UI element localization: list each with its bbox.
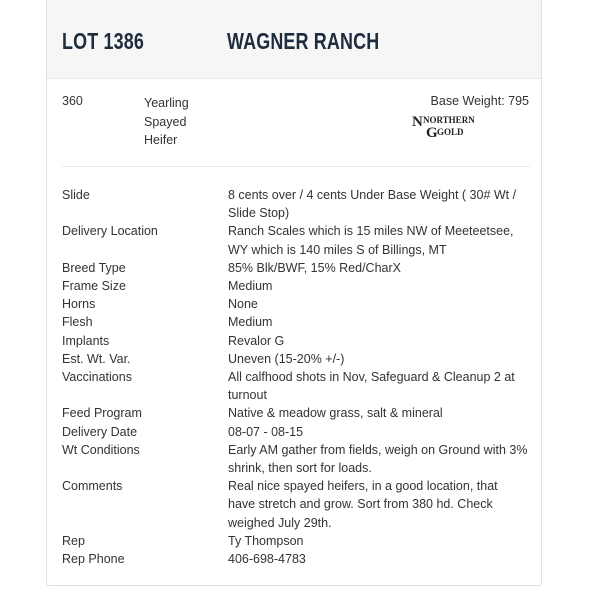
detail-row	[62, 277, 532, 295]
detail-label: Delivery Date	[62, 424, 138, 439]
lot-number: LOT 1386	[62, 28, 145, 54]
cattle-description	[144, 94, 189, 150]
detail-label: Feed Program	[62, 406, 142, 421]
detail-row	[62, 332, 532, 350]
detail-row	[62, 423, 532, 441]
detail-value: None	[228, 297, 258, 312]
base-weight: Base Weight: 795	[430, 94, 529, 108]
detail-label: Horns	[62, 297, 96, 312]
detail-label: Delivery Location	[62, 224, 158, 239]
description-line: Spayed	[144, 114, 187, 129]
ranch-name: WAGNER RANCH	[227, 28, 380, 54]
detail-label: Rep Phone	[62, 552, 125, 567]
detail-value: Ty Thompson	[228, 533, 304, 548]
detail-label: Vaccinations	[62, 370, 132, 385]
detail-value: Native & meadow grass, salt & mineral	[228, 406, 443, 421]
detail-row	[62, 259, 532, 277]
details-table	[62, 186, 532, 568]
detail-value: Uneven (15-20% +/-)	[228, 351, 345, 366]
description-line: Heifer	[144, 133, 178, 147]
detail-row	[62, 313, 532, 331]
detail-value: All calfhood shots in Nov, Safeguard & Cleanup 2 at turnout	[228, 370, 515, 403]
description-line: Yearling	[144, 96, 189, 110]
detail-label: Flesh	[62, 315, 93, 330]
detail-row	[62, 404, 532, 422]
detail-value: 8 cents over / 4 cents Under Base Weight ( 30# Wt / Slide Stop)	[228, 188, 517, 221]
detail-label: Slide	[62, 188, 90, 202]
logo-letter: N	[412, 114, 423, 130]
detail-value: Medium	[228, 279, 273, 294]
detail-value: Ranch Scales which is 15 miles NW of Meeteetsee, WY which is 140 miles S of Billings, MT	[228, 224, 514, 257]
detail-row	[62, 295, 532, 313]
detail-label: Comments	[62, 479, 123, 494]
head-count: 360	[62, 94, 83, 108]
detail-value: Real nice spayed heifers, in a good location, that have stretch and grow. Sort from 380 hd. Check weighed July 29th.	[228, 479, 498, 530]
detail-label: Wt Conditions	[62, 442, 140, 457]
detail-row	[62, 186, 532, 222]
detail-label: Rep	[62, 533, 85, 548]
detail-row	[62, 532, 532, 550]
detail-value: 406-698-4783	[228, 552, 306, 567]
logo-text-bottom: GOLD	[437, 127, 464, 137]
detail-row	[62, 222, 532, 258]
detail-row	[62, 368, 532, 404]
detail-label: Frame Size	[62, 279, 126, 294]
logo-text-top: NORTHERN	[423, 115, 475, 125]
detail-label: Implants	[62, 333, 110, 348]
detail-row	[62, 477, 532, 532]
detail-value: 08-07 - 08-15	[228, 424, 304, 439]
detail-label: Est. Wt. Var.	[62, 351, 131, 366]
detail-value: 85% Blk/BWF, 15% Red/CharX	[228, 260, 401, 275]
detail-label: Breed Type	[62, 260, 126, 275]
divider	[62, 166, 530, 167]
lot-header	[47, 0, 541, 79]
lot-card	[46, 0, 542, 586]
detail-value: Early AM gather from fields, weigh on Ground with 3% shrink, then sort for loads.	[228, 442, 528, 476]
logo-letter: G	[426, 125, 438, 140]
detail-row	[62, 550, 532, 568]
detail-row	[62, 350, 532, 368]
northern-gold-logo	[410, 112, 484, 140]
detail-value: Revalor G	[228, 333, 285, 348]
detail-row	[62, 441, 532, 477]
detail-value: Medium	[228, 315, 273, 330]
